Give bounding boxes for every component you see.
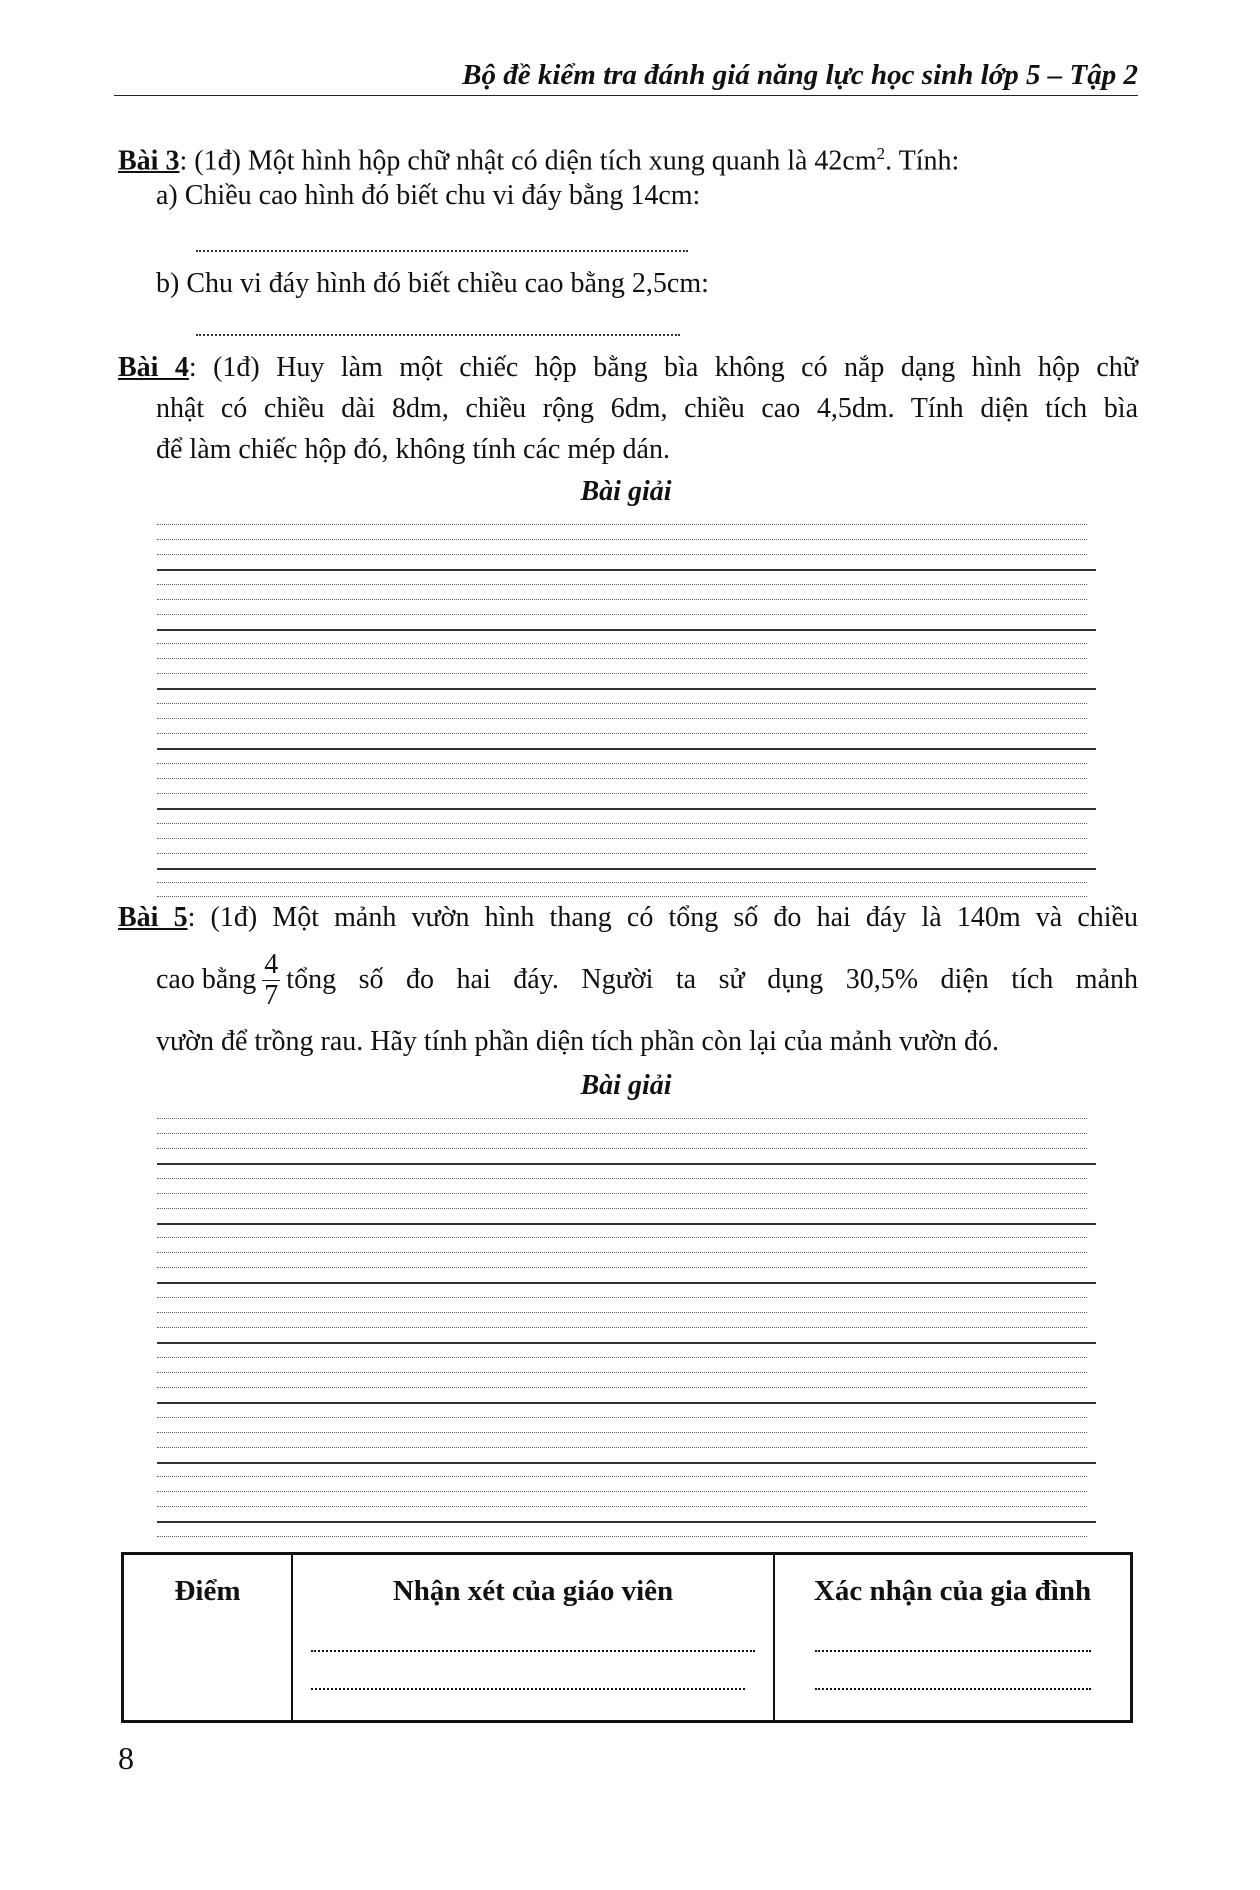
bai3-sup: 2 [876,144,886,163]
dotted-writing-line [157,853,1087,854]
header-title: Bộ đề kiểm tra đánh giá năng lực học sinh lớp 5 – Tập 2 [462,59,1138,91]
dotted-writing-line [157,1237,1087,1238]
dotted-writing-line [157,614,1087,615]
dotted-writing-line [157,1208,1087,1209]
teacher-comment-header: Nhận xét của giáo viên [392,1575,674,1607]
bai5-text1: : (1đ) Một mảnh vườn hình thang có tổng số đo hai đáy là 140m và chiều [187,902,1138,933]
dotted-writing-line [157,1506,1087,1507]
solid-writing-line [157,1462,1096,1464]
solid-writing-line [157,1223,1096,1225]
bai4-line2: nhật có chiều dài 8dm, chiều rộng 6dm, chiều cao 4,5dm. Tính diện tích bìa [156,393,1138,424]
family-confirm-line[interactable] [815,1688,1091,1690]
bai4-solution-heading: Bài giải [580,476,672,507]
bai3-a: a) Chiều cao hình đó biết chu vi đáy bằng 14cm: [156,180,701,211]
dotted-writing-line [157,1178,1087,1179]
bai5-line2 [156,945,1138,1015]
dotted-writing-line [157,539,1087,540]
dotted-writing-line [157,882,1087,883]
dotted-writing-line [157,823,1087,824]
answer-line-a[interactable] [196,250,688,252]
bai5-solution-heading: Bài giải [580,1070,672,1101]
teacher-comment-line[interactable] [311,1688,745,1690]
bai5-label: Bài 5 [118,902,188,933]
solid-writing-line [157,629,1096,631]
dotted-writing-line [157,524,1087,525]
dotted-writing-line [157,1432,1087,1433]
bai5-text2-pre: cao bằng [156,964,257,995]
dotted-writing-line [157,1193,1087,1194]
family-confirm-cell[interactable] [774,1554,1132,1722]
bai4-line3: để làm chiếc hộp đó, không tính các mép dán. [156,434,670,465]
fraction [262,950,280,1011]
dotted-writing-line [157,763,1087,764]
dotted-writing-line [157,1118,1087,1119]
solid-writing-line [157,1342,1096,1344]
fraction-denominator: 7 [264,979,279,1011]
family-confirm-header: Xác nhận của gia đình [813,1575,1092,1607]
dotted-writing-line [157,1312,1087,1313]
teacher-comment-line[interactable] [311,1650,755,1652]
dotted-writing-line [157,1148,1087,1149]
dotted-writing-line [157,1417,1087,1418]
dotted-writing-line [157,1297,1087,1298]
teacher-comment-cell[interactable] [292,1554,774,1722]
bai3-b: b) Chu vi đáy hình đó biết chiều cao bằng 2,5cm: [156,268,709,299]
bai5-line1 [118,901,1138,935]
page-number: 8 [118,1740,134,1776]
bai4-text1: : (1đ) Huy làm một chiếc hộp bằng bìa không có nắp dạng hình hộp chữ [188,352,1138,383]
fraction-numerator: 4 [264,948,279,980]
dotted-writing-line [157,1252,1087,1253]
answer-line-b[interactable] [196,334,680,336]
dotted-writing-line [157,703,1087,704]
score-cell[interactable] [123,1554,293,1722]
dotted-writing-line [157,584,1087,585]
dotted-writing-line [157,1387,1087,1388]
dotted-writing-line [157,1372,1087,1373]
solid-writing-line [157,748,1096,750]
bai5-line3: vườn để trồng rau. Hãy tính phần diện tích phần còn lại của mảnh vườn đó. [156,1026,999,1057]
solid-writing-line [157,569,1096,571]
dotted-writing-line [157,1327,1087,1328]
solid-writing-line [157,1521,1096,1523]
grading-table [121,1552,1133,1723]
dotted-writing-line [157,778,1087,779]
bai4-label: Bài 4 [118,352,189,383]
dotted-writing-line [157,1491,1087,1492]
solid-writing-line [157,1282,1096,1284]
dotted-writing-line [157,1447,1087,1448]
solid-writing-line [157,1402,1096,1404]
header-rule [114,95,1138,96]
solid-writing-line [157,808,1096,810]
dotted-writing-line [157,1536,1087,1537]
family-confirm-line[interactable] [815,1650,1091,1652]
bai4-line1 [118,351,1138,385]
solid-writing-line [157,1163,1096,1165]
dotted-writing-line [157,1476,1087,1477]
solid-writing-line [157,868,1096,870]
dotted-writing-line [157,896,1087,897]
dotted-writing-line [157,838,1087,839]
bai3-text-end: . Tính: [885,145,960,177]
score-header: Điểm [174,1575,241,1607]
solid-writing-line [157,688,1096,690]
dotted-writing-line [157,1133,1087,1134]
dotted-writing-line [157,643,1087,644]
dotted-writing-line [157,1267,1087,1268]
dotted-writing-line [157,793,1087,794]
bai3-text: : (1đ) Một hình hộp chữ nhật có diện tích xung quanh là 42cm [179,145,877,177]
dotted-writing-line [157,673,1087,674]
dotted-writing-line [157,554,1087,555]
dotted-writing-line [157,658,1087,659]
dotted-writing-line [157,1357,1087,1358]
bai3-label: Bài 3 [118,145,180,177]
bai5-text2-post: tổng số đo hai đáy. Người ta sử dụng 30,5% diện tích mảnh [286,964,1138,995]
dotted-writing-line [157,599,1087,600]
dotted-writing-line [157,733,1087,734]
dotted-writing-line [157,718,1087,719]
bai3-question [118,137,959,178]
